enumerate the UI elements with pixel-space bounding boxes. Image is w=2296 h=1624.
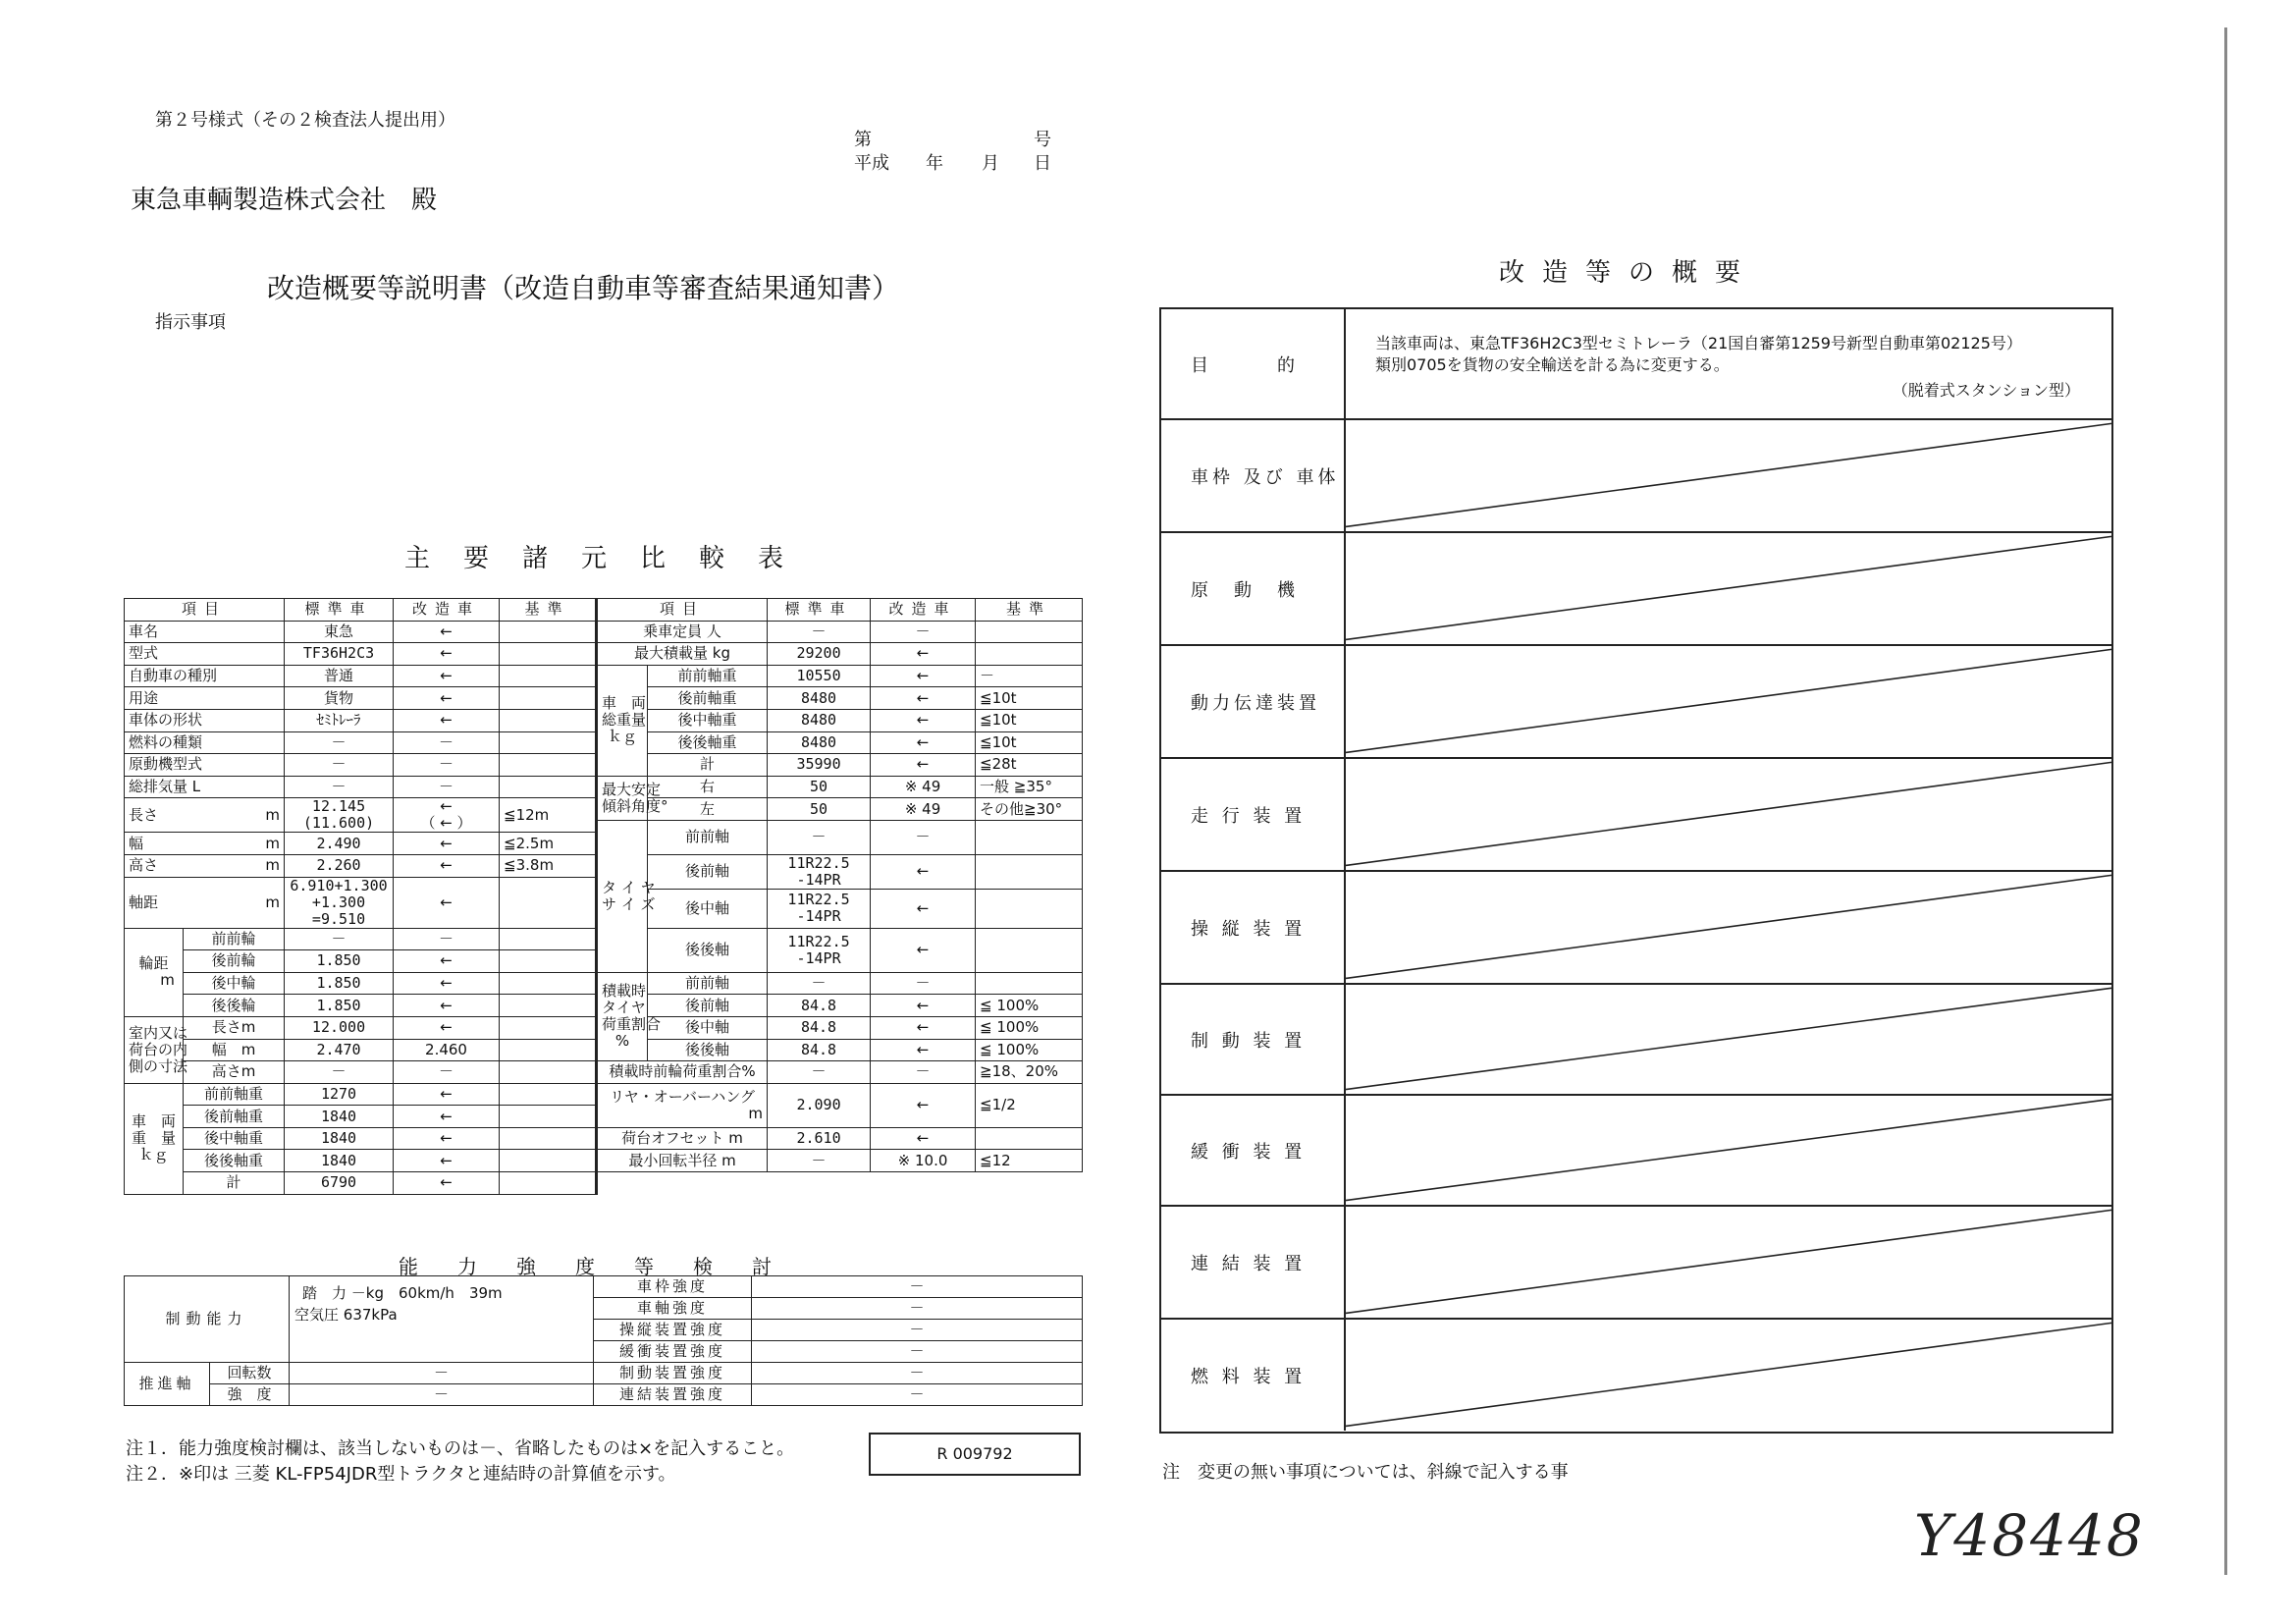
standard-value: 8480 (768, 731, 871, 754)
overview-row (1161, 985, 2111, 1096)
table-row (125, 1061, 1083, 1084)
row-sub-label: 後後軸重 (648, 731, 768, 754)
modified-value: ※ 49 (871, 776, 976, 798)
overview-label: 目 的 (1161, 309, 1346, 418)
row-label: m 高さ (125, 854, 285, 877)
row-sub-label: 後前軸重 (648, 687, 768, 710)
diagonal-strike (1346, 759, 2111, 870)
overview-label: 燃 料 装 置 (1161, 1320, 1346, 1431)
row-sub-label: 後前輪 (184, 950, 285, 973)
standard-value: 11R22.5 -14PR (768, 889, 871, 928)
standard-value: 8480 (768, 709, 871, 731)
modified-value: ← (394, 1127, 500, 1150)
row-group-label: 積載時 タイヤ 荷重割合 % (597, 972, 648, 1060)
diagonal-strike (1346, 1320, 2111, 1431)
row-group-label: 室内又は 荷台の内 側の寸法 (125, 1016, 184, 1083)
table-row (125, 643, 1083, 666)
modified-value: ← (871, 687, 976, 710)
strength-table-body (125, 1276, 1083, 1406)
overview-row (1161, 1096, 2111, 1207)
row-label: 積載時前輪荷重割合% (597, 1061, 768, 1084)
criteria-value (500, 1083, 597, 1106)
standard-value: 84.8 (768, 1039, 871, 1061)
criteria-value: ≦28t (976, 754, 1083, 777)
strength-item-value: － (752, 1298, 1083, 1320)
modified-value: ← (394, 665, 500, 687)
criteria-value (500, 950, 597, 973)
standard-value: 11R22.5 -14PR (768, 854, 871, 889)
strength-item-value: － (752, 1384, 1083, 1406)
criteria-value: 一般 ≧35° (976, 776, 1083, 798)
handwritten-number: Y48448 (1914, 1502, 2145, 1569)
modified-value: － (394, 928, 500, 950)
overview-row (1161, 1207, 2111, 1320)
col-header-modified: 改造車 (394, 599, 500, 622)
row-sub-label: 右 (648, 776, 768, 798)
row-sub-label: 前前軸重 (184, 1083, 285, 1106)
standard-value: 2.490 (285, 833, 394, 855)
table-row (125, 1384, 1083, 1406)
criteria-value: ≦10t (976, 709, 1083, 731)
overview-label: 動力伝達装置 (1161, 646, 1346, 757)
standard-value: 8480 (768, 687, 871, 710)
note-2: 注２．※印は 三菱 KL-FP54JDR型トラクタと連結時の計算値を示す。 (126, 1464, 676, 1485)
row-sub-label: 前前軸 (648, 820, 768, 854)
overview-row-purpose (1161, 309, 2111, 420)
criteria-value (976, 854, 1083, 889)
standard-value: 50 (768, 776, 871, 798)
overview-row (1161, 759, 2111, 872)
diagonal-strike (1346, 1207, 2111, 1318)
row-label: 総排気量 L (125, 776, 285, 798)
modified-value: ← (871, 854, 976, 889)
row-sub-label: 後後軸 (648, 1039, 768, 1061)
modified-value: － (871, 1061, 976, 1084)
modified-value: ← (871, 1016, 976, 1039)
criteria-value (500, 1127, 597, 1150)
row-label: 用途 (125, 687, 285, 710)
braking-values (290, 1276, 594, 1363)
modified-value: ← (394, 877, 500, 928)
row-sub-label: 後前軸 (648, 854, 768, 889)
modified-value: ← (394, 709, 500, 731)
standard-value: － (768, 1150, 871, 1172)
purpose-text: 当該車両は、東急TF36H2C3型セミトレーラ（21国自審第1259号新型自動車第02125号） (1375, 334, 2022, 352)
modified-value: ← (871, 643, 976, 666)
row-label: リヤ・オーバーハング m (597, 1083, 768, 1127)
overview-content (1346, 759, 2111, 870)
criteria-value (976, 928, 1083, 972)
row-label: 自動車の種別 (125, 665, 285, 687)
modified-value: ← (394, 687, 500, 710)
modified-value: － (871, 972, 976, 995)
form-number: 第２号様式（その２検査法人提出用） (155, 110, 455, 131)
overview-row (1161, 420, 2111, 533)
modified-value: ← (871, 1083, 976, 1127)
overview-content (1346, 872, 2111, 983)
strength-table (124, 1275, 1083, 1406)
overview-content (1346, 985, 2111, 1094)
row-group-label: 輪距 m (125, 928, 184, 1016)
strength-item-value: － (752, 1363, 1083, 1384)
table-row (125, 1150, 1083, 1172)
criteria-value: ≦ 100% (976, 1016, 1083, 1039)
criteria-value (500, 1016, 597, 1039)
criteria-value (500, 1061, 597, 1084)
strength-item-label: 制動装置強度 (594, 1363, 752, 1384)
row-label: 最小回転半径 m (597, 1150, 768, 1172)
criteria-value (976, 889, 1083, 928)
standard-value: 1840 (285, 1127, 394, 1150)
row-sub-label: 後中軸 (648, 889, 768, 928)
diagonal-strike (1346, 872, 2111, 983)
shaft-sub-label: 回転数 (210, 1363, 290, 1384)
strength-item-label: 操縦装置強度 (594, 1320, 752, 1341)
row-sub-label: 長さm (184, 1016, 285, 1039)
table-row (125, 1127, 1083, 1150)
criteria-value (500, 1150, 597, 1172)
row-sub-label: 後前軸重 (184, 1106, 285, 1128)
scan-edge (2224, 27, 2227, 1575)
doc-number-prefix: 第 (854, 130, 872, 150)
modified-value: ← (871, 665, 976, 687)
standard-value: 50 (768, 798, 871, 821)
purpose-text: （脱着式スタンション型） (1892, 381, 2080, 400)
overview-label: 制 動 装 置 (1161, 985, 1346, 1094)
row-sub-label: 左 (648, 798, 768, 821)
braking-label: 制動能力 (125, 1276, 290, 1363)
date-year: 年 (926, 153, 943, 174)
diagonal-strike (1346, 420, 2111, 531)
col-header-item: 項目 (597, 599, 768, 622)
standard-value: 1.850 (285, 972, 394, 995)
modified-value: － (394, 1061, 500, 1084)
standard-value: 35990 (768, 754, 871, 777)
standard-value: 1.850 (285, 995, 394, 1017)
modified-value: ← (394, 950, 500, 973)
diagonal-strike (1346, 533, 2111, 644)
modified-value: ← (394, 995, 500, 1017)
row-label: 車体の形状 (125, 709, 285, 731)
modified-value: ← (394, 972, 500, 995)
date-day: 日 (1034, 153, 1051, 174)
modified-value: ← (394, 621, 500, 643)
standard-value: － (285, 1061, 394, 1084)
row-sub-label: 前前軸重 (648, 665, 768, 687)
standard-value: － (285, 928, 394, 950)
modified-value: ← (394, 833, 500, 855)
modified-value: － (394, 731, 500, 754)
col-header-criteria: 基準 (500, 599, 597, 622)
standard-value: 1840 (285, 1106, 394, 1128)
purpose-content (1346, 309, 2111, 418)
criteria-value: ≦12m (500, 798, 597, 833)
overview-title: 改造等の概要 (1499, 258, 1759, 288)
table-row (125, 1276, 1083, 1298)
criteria-value (500, 709, 597, 731)
col-header-standard: 標準車 (768, 599, 871, 622)
modified-value: ← (871, 754, 976, 777)
modified-value: ← (871, 709, 976, 731)
criteria-value: ≦ 100% (976, 995, 1083, 1017)
reference-number: R 009792 (936, 1444, 1013, 1463)
modified-value: － (394, 754, 500, 777)
standard-value: 2.090 (768, 1083, 871, 1127)
col-header-standard: 標準車 (285, 599, 394, 622)
modified-value: － (871, 621, 976, 643)
modified-value: ← (871, 928, 976, 972)
row-sub-label: 後前軸 (648, 995, 768, 1017)
modified-value: 2.460 (394, 1039, 500, 1061)
standard-value: 東急 (285, 621, 394, 643)
modified-value: ← (394, 643, 500, 666)
row-sub-label: 計 (184, 1172, 285, 1195)
row-sub-label: 後中軸重 (648, 709, 768, 731)
modified-value: ※ 49 (871, 798, 976, 821)
strength-item-label: 連結装置強度 (594, 1384, 752, 1406)
shaft-value: － (290, 1384, 594, 1406)
col-header-criteria: 基準 (976, 599, 1083, 622)
criteria-value (500, 754, 597, 777)
row-sub-label: 後後輪 (184, 995, 285, 1017)
criteria-value (500, 1106, 597, 1128)
criteria-value (500, 972, 597, 995)
criteria-value: ≦12 (976, 1150, 1083, 1172)
row-sub-label: 後後軸 (648, 928, 768, 972)
overview-row (1161, 646, 2111, 759)
instructions-label: 指示事項 (155, 312, 226, 333)
modified-value: ← (394, 1172, 500, 1195)
modified-value: － (394, 776, 500, 798)
criteria-value (500, 995, 597, 1017)
doc-number-suffix: 号 (1034, 130, 1051, 150)
overview-label: 走 行 装 置 (1161, 759, 1346, 870)
standard-value: － (768, 1061, 871, 1084)
overview-label: 連 結 装 置 (1161, 1207, 1346, 1318)
standard-value: 普通 (285, 665, 394, 687)
overview-table (1159, 307, 2113, 1434)
standard-value: － (768, 621, 871, 643)
overview-row (1161, 1320, 2111, 1431)
modified-value: ← (871, 1127, 976, 1150)
document-title: 改造概要等説明書（改造自動車等審査結果通知書） (267, 272, 900, 304)
modified-value: ← (871, 889, 976, 928)
shaft-value: － (290, 1363, 594, 1384)
strength-item-label: 車軸強度 (594, 1298, 752, 1320)
spec-table-title: 主要諸元比較表 (404, 544, 818, 573)
row-group-label: 車 両 総重量 ｋｇ (597, 665, 648, 776)
row-label: m 長さ (125, 798, 285, 833)
overview-label: 緩 衝 装 置 (1161, 1096, 1346, 1205)
criteria-value (500, 621, 597, 643)
standard-value: 2.260 (285, 854, 394, 877)
row-label: 原動機型式 (125, 754, 285, 777)
standard-value: ｾﾐﾄﾚｰﾗ (285, 709, 394, 731)
standard-value: 6790 (285, 1172, 394, 1195)
strength-item-value: － (752, 1320, 1083, 1341)
spec-comparison-table (124, 598, 1083, 1195)
standard-value: 29200 (768, 643, 871, 666)
date-month: 月 (982, 153, 999, 174)
criteria-value: ≧18、20% (976, 1061, 1083, 1084)
modified-value: ← (394, 854, 500, 877)
modified-value: ← (394, 1106, 500, 1128)
criteria-value (976, 643, 1083, 666)
strength-item-value: － (752, 1276, 1083, 1298)
strength-title: 能力強度等検討 (399, 1255, 811, 1278)
spec-header-row (125, 599, 1083, 622)
overview-content (1346, 1207, 2111, 1318)
criteria-value (500, 687, 597, 710)
strength-item-value: － (752, 1341, 1083, 1363)
standard-value: － (768, 972, 871, 995)
table-row (125, 1363, 1083, 1384)
overview-content (1346, 1320, 2111, 1431)
criteria-value (976, 1127, 1083, 1150)
note-1: 注１．能力強度検討欄は、該当しないものは－、省略したものは×を記入すること。 (126, 1438, 795, 1459)
criteria-value (500, 1039, 597, 1061)
criteria-value (976, 820, 1083, 854)
addressee: 東急車輌製造株式会社 殿 (131, 186, 438, 215)
overview-content (1346, 1096, 2111, 1205)
criteria-value: ≦ 100% (976, 1039, 1083, 1061)
row-sub-label: 前前軸 (648, 972, 768, 995)
criteria-value (500, 1172, 597, 1195)
standard-value: 10550 (768, 665, 871, 687)
standard-value: TF36H2C3 (285, 643, 394, 666)
standard-value: 1840 (285, 1150, 394, 1172)
modified-value: ← (394, 1150, 500, 1172)
row-label: 燃料の種類 (125, 731, 285, 754)
table-row (125, 776, 1083, 798)
row-sub-label: 高さm (184, 1061, 285, 1084)
row-sub-label: 計 (648, 754, 768, 777)
standard-value: － (285, 776, 394, 798)
braking-line-2: 空気圧 637kPa (294, 1306, 398, 1324)
criteria-value (500, 665, 597, 687)
row-group-label: 最大安定 傾斜角度° (597, 776, 648, 820)
overview-label: 車枠 及び 車体 (1161, 420, 1346, 531)
standard-value: 貨物 (285, 687, 394, 710)
date-era: 平成 (854, 153, 889, 174)
criteria-value: ≦10t (976, 687, 1083, 710)
table-row (125, 1083, 1083, 1106)
modified-value: ※ 10.0 (871, 1150, 976, 1172)
standard-value: － (285, 754, 394, 777)
criteria-value (500, 928, 597, 950)
row-label: 最大積載量 kg (597, 643, 768, 666)
row-sub-label: 後後軸重 (184, 1150, 285, 1172)
overview-label: 原 動 機 (1161, 533, 1346, 644)
criteria-value (500, 776, 597, 798)
overview-row (1161, 872, 2111, 985)
modified-value: ← (394, 1083, 500, 1106)
standard-value: － (768, 820, 871, 854)
standard-value: 12.145 (11.600) (285, 798, 394, 833)
purpose-text: 類別0705を貨物の安全輸送を計る為に変更する。 (1375, 355, 1730, 374)
row-label: 荷台オフセット m (597, 1127, 768, 1150)
standard-value: 84.8 (768, 1016, 871, 1039)
criteria-value (976, 972, 1083, 995)
shaft-sub-label: 強 度 (210, 1384, 290, 1406)
modified-value: ← (871, 1039, 976, 1061)
overview-label: 操 縦 装 置 (1161, 872, 1346, 983)
criteria-value: ≦10t (976, 731, 1083, 754)
row-sub-label: 後中軸重 (184, 1127, 285, 1150)
standard-value: 12.000 (285, 1016, 394, 1039)
reference-number-box (869, 1433, 1081, 1476)
standard-value: 2.610 (768, 1127, 871, 1150)
standard-value: 84.8 (768, 995, 871, 1017)
table-row (125, 972, 1083, 995)
criteria-value: その他≧30° (976, 798, 1083, 821)
row-label: m 幅 (125, 833, 285, 855)
col-header-modified: 改造車 (871, 599, 976, 622)
criteria-value (500, 643, 597, 666)
criteria-value (976, 621, 1083, 643)
shaft-label: 推進軸 (125, 1363, 210, 1406)
table-row (125, 665, 1083, 687)
row-label: 車名 (125, 621, 285, 643)
row-group-label: タ イ ヤ サ イ ズ (597, 820, 648, 972)
standard-value: 6.910+1.300 +1.300 =9.510 (285, 877, 394, 928)
overview-content (1346, 646, 2111, 757)
strength-item-label: 車枠強度 (594, 1276, 752, 1298)
criteria-value: ≦3.8m (500, 854, 597, 877)
spec-table-body (125, 599, 1083, 1195)
table-row (125, 621, 1083, 643)
overview-content (1346, 533, 2111, 644)
strength-item-label: 緩衝装置強度 (594, 1341, 752, 1363)
overview-content (1346, 420, 2111, 531)
modified-value: － (871, 820, 976, 854)
overview-footnote: 注 変更の無い事項については、斜線で記入する事 (1162, 1462, 1569, 1483)
row-group-label: 車 両 重 量 ｋｇ (125, 1083, 184, 1194)
diagonal-strike (1346, 1096, 2111, 1205)
diagonal-strike (1346, 985, 2111, 1094)
row-label: 乗車定員 人 (597, 621, 768, 643)
row-sub-label: 前前輪 (184, 928, 285, 950)
modified-value: ← (871, 731, 976, 754)
standard-value: 1.850 (285, 950, 394, 973)
col-header-item: 項目 (125, 599, 285, 622)
diagonal-strike (1346, 646, 2111, 757)
row-sub-label: 幅 m (184, 1039, 285, 1061)
braking-line-1: 踏 力 －kg 60km/h 39m (302, 1284, 503, 1302)
row-sub-label: 後中軸 (648, 1016, 768, 1039)
criteria-value: ≦1/2 (976, 1083, 1083, 1127)
row-label: m 軸距 (125, 877, 285, 928)
criteria-value: ≦2.5m (500, 833, 597, 855)
criteria-value (500, 731, 597, 754)
standard-value: 2.470 (285, 1039, 394, 1061)
criteria-value (500, 877, 597, 928)
row-label: 型式 (125, 643, 285, 666)
modified-value: ← （ ← ） (394, 798, 500, 833)
table-row (125, 1172, 1083, 1195)
standard-value: 1270 (285, 1083, 394, 1106)
standard-value: 11R22.5 -14PR (768, 928, 871, 972)
criteria-value: － (976, 665, 1083, 687)
standard-value: － (285, 731, 394, 754)
row-sub-label: 後中輪 (184, 972, 285, 995)
overview-row (1161, 533, 2111, 646)
modified-value: ← (871, 995, 976, 1017)
modified-value: ← (394, 1016, 500, 1039)
